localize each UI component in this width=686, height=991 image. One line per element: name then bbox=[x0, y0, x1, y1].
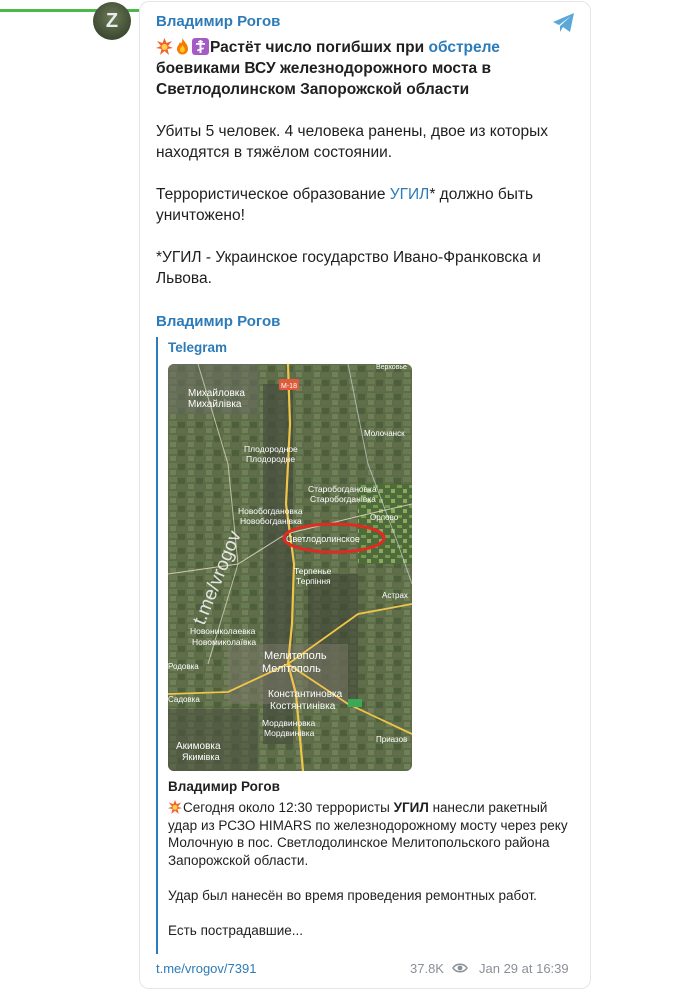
map-label-top: Верховье bbox=[376, 364, 407, 371]
quote-p1-bold: УГИЛ bbox=[393, 800, 429, 815]
channel-avatar[interactable] bbox=[93, 2, 131, 40]
post-line1-prefix: Растёт число погибших при bbox=[210, 39, 429, 56]
quote-p3: Есть пострадавшие... bbox=[168, 922, 304, 938]
map-label-akimovka: Акимовка bbox=[176, 741, 221, 752]
map-label-starobogdanovka: Старобогдановка bbox=[308, 484, 377, 494]
post-date[interactable]: Jan 29 at 16:39 bbox=[479, 961, 569, 976]
map-label-mordvynivka: Мордвинівка bbox=[264, 728, 315, 738]
map-label-mikhailivka: Михайлівка bbox=[188, 399, 242, 410]
map-label-melitopol-ua: Мелітополь bbox=[262, 663, 321, 675]
post-text bbox=[156, 37, 576, 310]
map-label-plodorodne: Плодородне bbox=[246, 454, 296, 464]
forward-author-link[interactable]: Владимир Рогов bbox=[156, 313, 281, 330]
map-label-starobogdanivka: Старобогданівка bbox=[310, 494, 376, 504]
map-label-mikhailovka: Михайловка bbox=[188, 388, 245, 399]
map-label-novomykolaivka: Новомиколаївка bbox=[192, 637, 257, 647]
map-label-svetlodolinskoe: Светлодолинское bbox=[286, 534, 360, 544]
post-p3-prefix: Террористическое образование bbox=[156, 186, 390, 203]
map-label-novobogdanivka: Новобогданівка bbox=[240, 516, 302, 526]
quote-p1-suffix: нанесли ракетный удар из РСЗО HIMARS по железнодорожному мосту через реку Молочную в пос. Светлодолинское Мелитопольского района Запорожской области. bbox=[168, 800, 568, 868]
quote-title: Владимир Рогов bbox=[168, 779, 280, 794]
map-label-terpenie: Терпенье bbox=[294, 566, 332, 576]
quote-source[interactable]: Telegram bbox=[168, 340, 228, 355]
map-label-astrakhanka: Астрах bbox=[382, 591, 408, 600]
post-line1-suffix: боевиками ВСУ железнодорожного моста в Светлодолинском Запорожской области bbox=[156, 60, 492, 98]
map-label-melitopol: Мелитополь bbox=[264, 650, 327, 662]
post-paragraph-footnote: *УГИЛ - Украинское государство Ивано-Франковска и Львова. bbox=[156, 249, 541, 287]
quote-p1-prefix: Сегодня около 12:30 террористы bbox=[183, 800, 394, 815]
map-label-terpinnia: Терпіння bbox=[296, 576, 331, 586]
channel-name[interactable]: Владимир Рогов bbox=[156, 13, 281, 30]
quote-p2: Удар был нанесён во время проведения ремонтных работ. bbox=[168, 887, 537, 903]
map-label-priazov: Приазов bbox=[376, 735, 408, 744]
post-link-ugil[interactable]: УГИЛ bbox=[389, 186, 430, 203]
map-label-novonikolaevka: Новониколаевка bbox=[190, 626, 256, 636]
orthodox-cross-icon bbox=[192, 38, 209, 55]
quote-text bbox=[168, 799, 578, 957]
map-label-novobogdanovka: Новобогдановка bbox=[238, 506, 303, 516]
view-count: 37.8K bbox=[410, 961, 444, 976]
map-label-yakymivka: Якимівка bbox=[182, 752, 220, 762]
explosion-icon bbox=[168, 800, 182, 814]
satellite-map bbox=[168, 364, 412, 771]
quote-bar bbox=[156, 337, 158, 954]
post-link-shelling[interactable]: обстреле bbox=[428, 39, 500, 56]
map-label-sadovka: Садовка bbox=[168, 695, 200, 704]
map-label-orlovo: Орлово bbox=[370, 513, 399, 522]
map-label-rodovka: Родовка bbox=[168, 662, 199, 671]
map-label-konstantinovka: Константиновка bbox=[268, 689, 343, 700]
telegram-plane-icon[interactable] bbox=[552, 12, 576, 34]
map-image[interactable] bbox=[168, 364, 412, 771]
post-paragraph-casualties: Убиты 5 человек. 4 человека ранены, двое из которых находятся в тяжёлом состоянии. bbox=[156, 123, 549, 161]
avatar-letter: Z bbox=[105, 9, 119, 32]
map-road-label: M-18 bbox=[281, 383, 297, 390]
explosion-icon bbox=[156, 38, 173, 55]
map-label-kostiantynivka: Костянтинівка bbox=[270, 701, 336, 712]
map-watermark: t.me/vrogov bbox=[189, 527, 246, 628]
map-label-mordvinovka: Мордвиновка bbox=[262, 718, 316, 728]
post-p3-suffix: * должно быть уничтожено! bbox=[156, 186, 534, 224]
eye-icon bbox=[452, 962, 468, 974]
post-permalink[interactable]: t.me/vrogov/7391 bbox=[156, 961, 257, 976]
fire-icon bbox=[174, 38, 191, 55]
map-label-plodorodnoe: Плодородное bbox=[244, 444, 298, 454]
map-label-molochansk: Молочанск bbox=[364, 429, 405, 438]
